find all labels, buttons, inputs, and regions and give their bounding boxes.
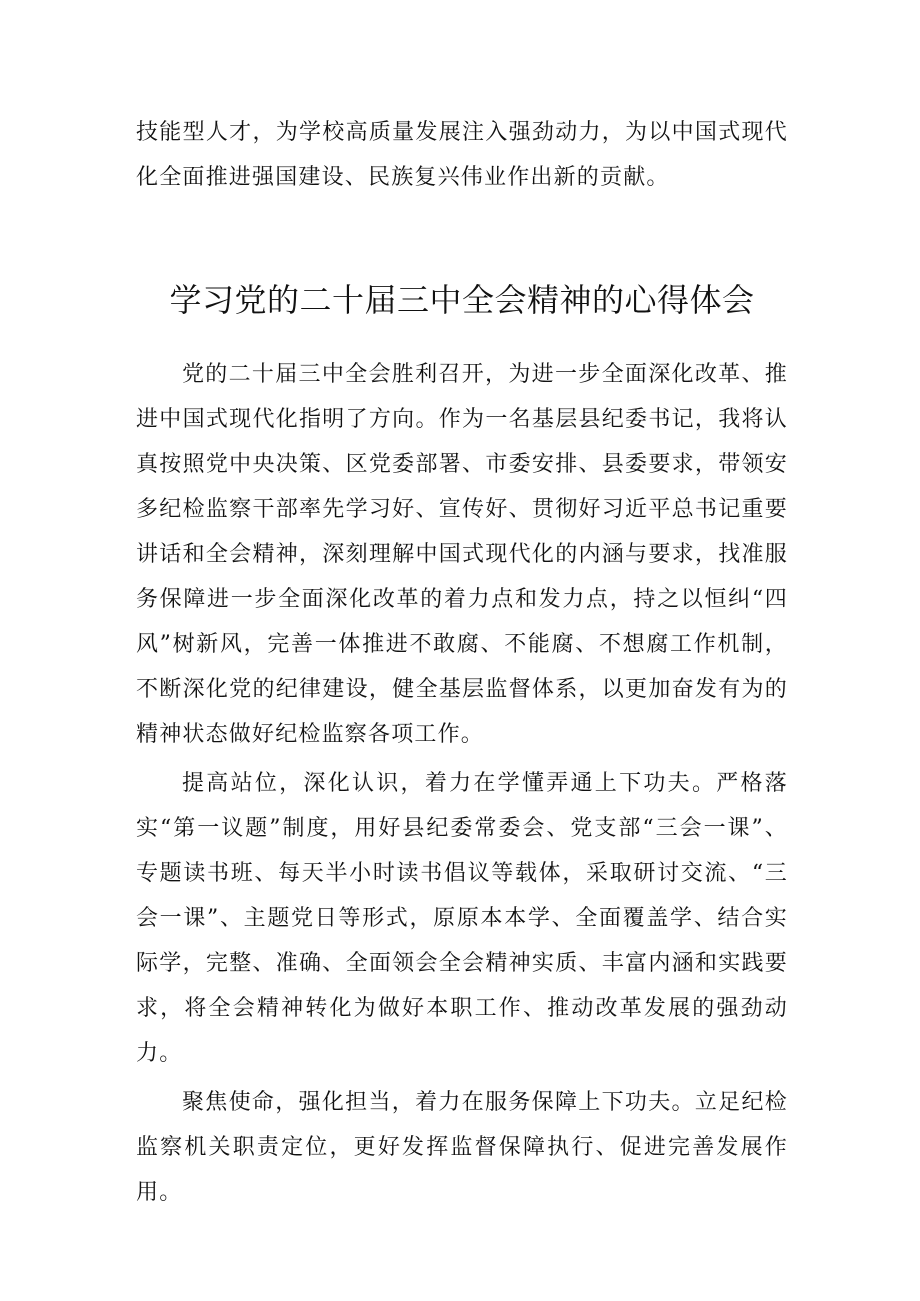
body-paragraph-2: 提高站位，深化认识，着力在学懂弄通上下功夫。严格落实“第一议题”制度，用好县纪委常委会、党支部“三会一课”、专题读书班、每天半小时读书倡议等载体，采取研讨交流、“三会一课”、主题党日等形式，原原本本学、全面覆盖学、结合实际学，完整、准确、全面领会全会精神实质、丰富内涵和实践要求，将全会精神转化为做好本职工作、推动改革发展的强劲动力。: [136, 771, 788, 1066]
lead-paragraph: 技能型人才，为学校高质量发展注入强劲动力，为以中国式现代化全面推进强国建设、民族复兴伟业作出新的贡献。: [136, 120, 788, 190]
document-body: [136, 110, 788, 1219]
body-paragraph-1: 党的二十届三中全会胜利召开，为进一步全面深化改革、推进中国式现代化指明了方向。作为一名基层县纪委书记，我将认真按照党中央决策、区党委部署、市委安排、县委要求，带领安多纪检监察干部率先学习好、宣传好、贯彻好习近平总书记重要讲话和全会精神，深刻理解中国式现代化的内涵与要求，找准服务保障进一步全面深化改革的着力点和发力点，持之以恒纠“四风”树新风，完善一体推进不敢腐、不能腐、不想腐工作机制，不断深化党的纪律建设，健全基层监督体系，以更加奋发有为的精神状态做好纪检监察各项工作。: [136, 362, 788, 747]
body-paragraph-3: 聚焦使命，强化担当，着力在服务保障上下功夫。立足纪检监察机关职责定位，更好发挥监督保障执行、促进完善发展作用。: [136, 1090, 788, 1205]
document-title: 学习党的二十届三中全会精神的心得体会: [169, 281, 755, 319]
